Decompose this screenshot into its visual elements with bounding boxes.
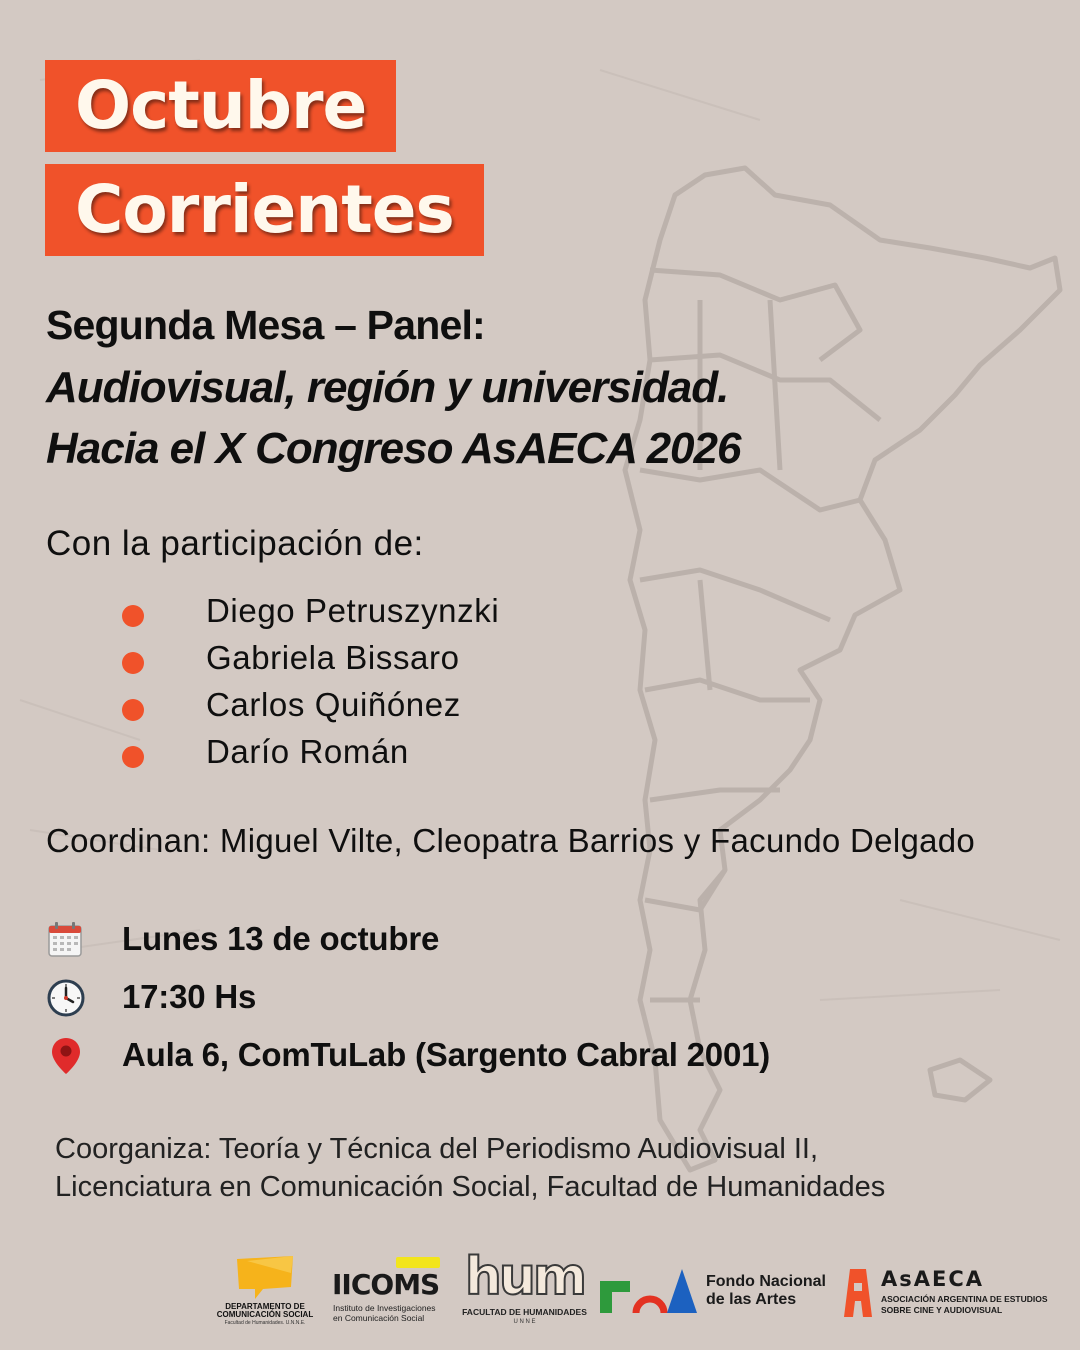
sponsor-logos <box>0 1245 1080 1335</box>
participant-name: Darío Román <box>206 733 409 770</box>
dcs-name-line3: Facultad de Humanidades. U.N.N.E. <box>224 1320 306 1326</box>
iicoms-accent-bar <box>396 1257 440 1268</box>
participant-name: Carlos Quiñónez <box>206 686 461 723</box>
iicoms-line1: Instituto de Investigaciones <box>333 1303 436 1313</box>
coordinators: Coordinan: Miguel Vilte, Cleopatra Barrios y Facundo Delgado <box>46 822 976 859</box>
dcs-name-line2: COMUNICACIÓN SOCIAL <box>216 1310 314 1319</box>
bullet-dot-icon <box>122 605 144 627</box>
dcs-name-line1: DEPARTAMENTO DE <box>225 1302 305 1311</box>
asaeca-logo <box>842 1267 1072 1319</box>
asaeca-line1: ASOCIACIÓN ARGENTINA DE ESTUDIOS <box>881 1294 1048 1304</box>
bullet-dot-icon <box>122 652 144 674</box>
iicoms-logo <box>332 1257 447 1327</box>
fna-line1: Fondo Nacional <box>706 1273 826 1290</box>
panel-subtitle-line2: Hacia el X Congreso AsAECA 2026 <box>46 424 741 473</box>
dcs-logo <box>215 1253 315 1333</box>
speech-bubble-icon <box>233 1253 297 1301</box>
iicoms-line2: en Comunicación Social <box>333 1313 425 1323</box>
fna-line2: de las Artes <box>706 1291 797 1308</box>
participants-lead: Con la participación de: <box>46 524 424 563</box>
city-tag: Corrientes <box>45 164 484 256</box>
event-place: Aula 6, ComTuLab (Sargento Cabral 2001) <box>122 1036 771 1073</box>
coorganizers <box>55 1130 885 1206</box>
event-date: Lunes 13 de octubre <box>122 920 440 957</box>
asaeca-line2: SOBRE CINE Y AUDIOVISUAL <box>881 1305 1003 1315</box>
bullet-dot-icon <box>122 746 144 768</box>
hum-logo <box>462 1249 587 1331</box>
month-tag: Octubre <box>45 60 396 152</box>
location-pin-icon <box>46 1036 86 1076</box>
bullet-dot-icon <box>122 699 144 721</box>
participant-name: Gabriela Bissaro <box>206 639 460 676</box>
asaeca-symbol-icon <box>842 1269 874 1317</box>
clock-icon <box>46 978 86 1018</box>
fna-symbol-icon <box>600 1267 698 1315</box>
event-time: 17:30 Hs <box>122 978 257 1015</box>
iicoms-name: IICOMS <box>332 1268 440 1301</box>
calendar-icon <box>46 920 86 960</box>
hum-line2: U N N E <box>513 1319 536 1325</box>
asaeca-name: AsAECA <box>881 1267 985 1291</box>
participant-name: Diego Petruszynzki <box>206 592 500 629</box>
hum-line1: FACULTAD DE HUMANIDADES <box>462 1307 587 1317</box>
coorganizers-line1: Coorganiza: Teoría y Técnica del Periodismo Audiovisual II, <box>55 1133 819 1165</box>
panel-title: Segunda Mesa – Panel: <box>46 302 485 348</box>
coorganizers-line2: Licenciatura en Comunicación Social, Facultad de Humanidades <box>55 1171 886 1203</box>
fna-logo <box>600 1267 840 1319</box>
panel-subtitle-line1: Audiovisual, región y universidad. <box>46 363 729 412</box>
hum-mark: hum <box>464 1247 585 1307</box>
